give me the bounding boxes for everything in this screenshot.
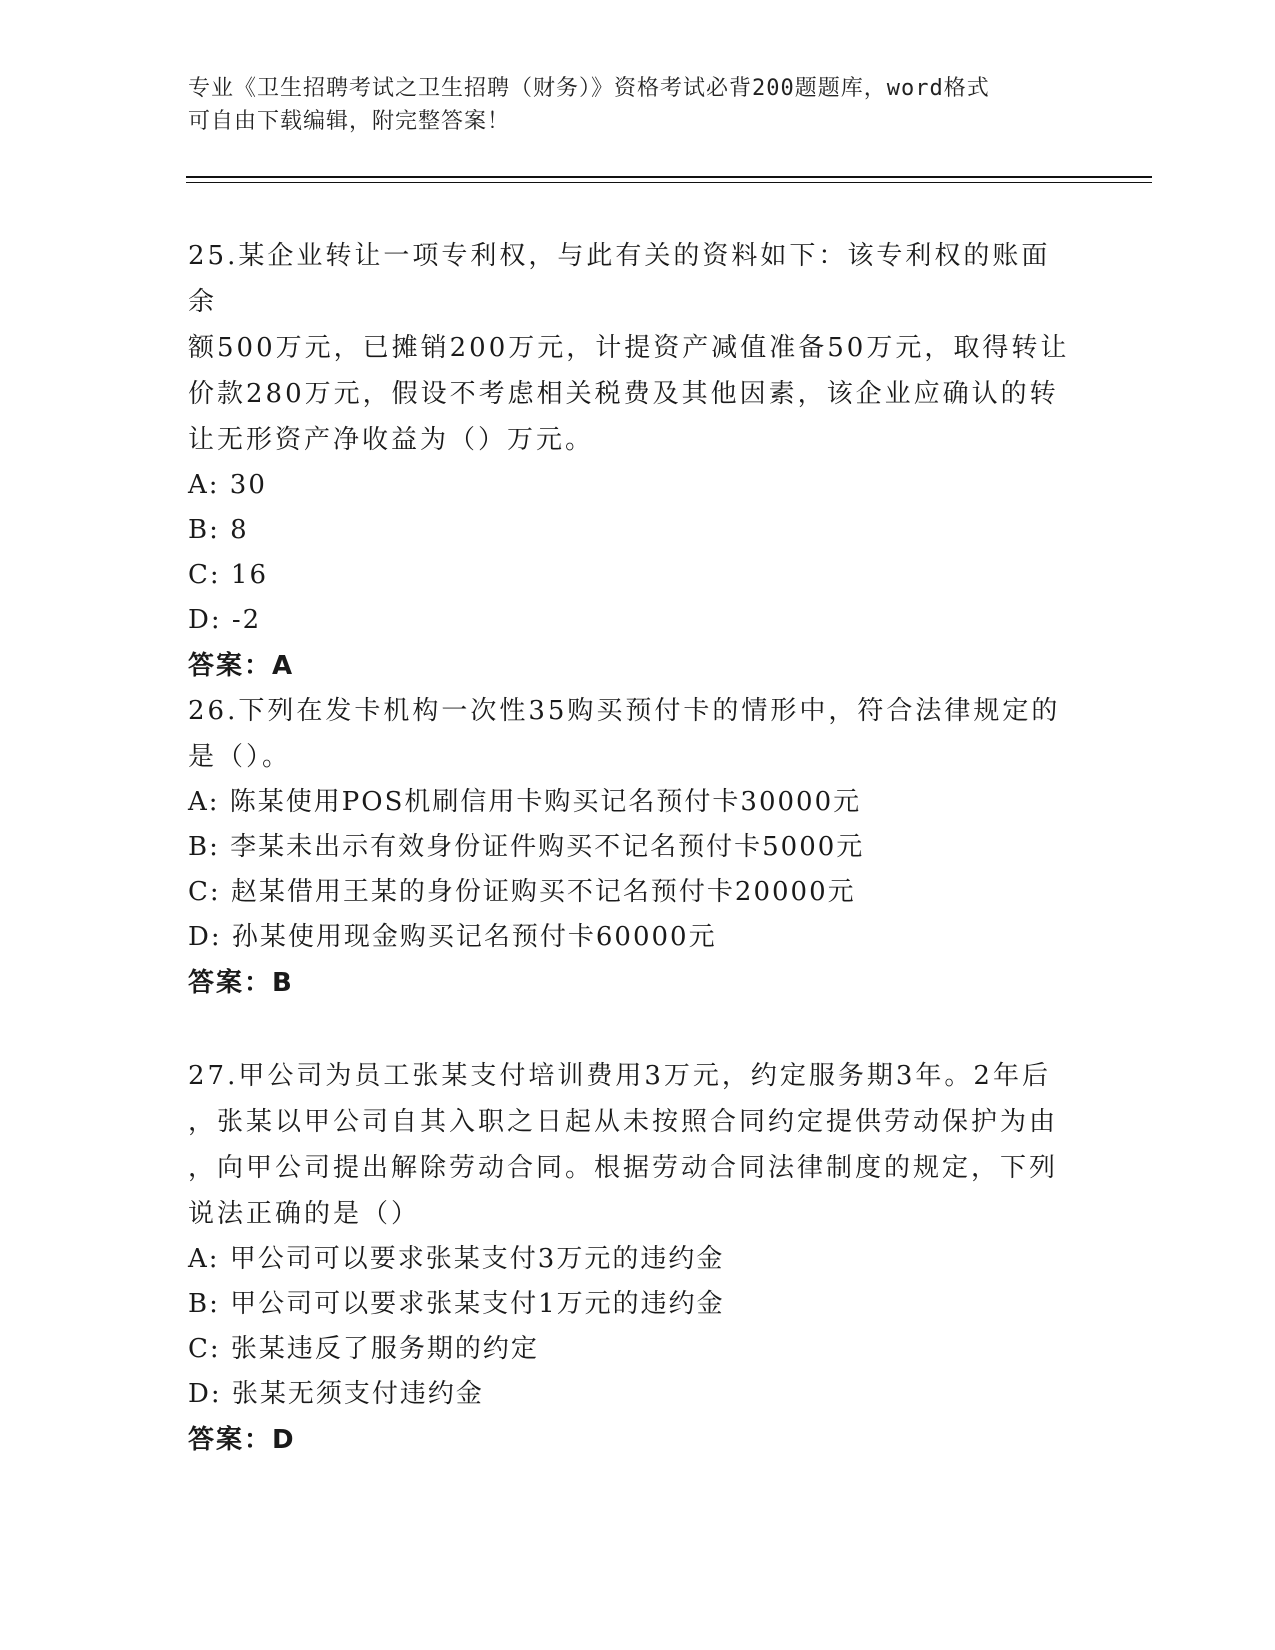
question-stem-line: 说法正确的是（） [188, 1199, 421, 1229]
option-d: D: 孙某使用现金购买记名预付卡60000元 [188, 922, 717, 952]
question-27 [188, 1053, 1078, 1463]
option-b: B: 李某未出示有效身份证件购买不记名预付卡5000元 [188, 832, 865, 862]
document-header [188, 72, 1068, 138]
option-b: B: 8 [188, 515, 249, 545]
answer-label: 答案：A [188, 651, 295, 681]
question-stem-line: ，向甲公司提出解除劳动合同。根据劳动合同法律制度的规定，下列 [188, 1153, 1059, 1183]
header-rule-thin [186, 182, 1152, 183]
option-a: A: 30 [188, 470, 267, 500]
question-stem-line: 额500万元，已摊销200万元，计提资产减值准备50万元，取得转让 [188, 333, 1070, 363]
option-c: C: 张某违反了服务期的约定 [188, 1334, 539, 1364]
option-c: C: 16 [188, 560, 269, 590]
question-stem-line: 是（）。 [188, 742, 292, 772]
question-stem-line: 26.下列在发卡机构一次性35购买预付卡的情形中，符合法律规定的 [188, 696, 1061, 726]
option-a: A: 陈某使用POS机刷信用卡购买记名预付卡30000元 [188, 787, 862, 817]
option-a: A: 甲公司可以要求张某支付3万元的违约金 [188, 1244, 725, 1274]
question-25 [188, 233, 1078, 689]
question-stem-line: 让无形资产净收益为（）万元。 [188, 425, 595, 455]
answer-label: 答案：B [188, 968, 294, 998]
option-b: B: 甲公司可以要求张某支付1万元的违约金 [188, 1289, 725, 1319]
option-c: C: 赵某借用王某的身份证购买不记名预付卡20000元 [188, 877, 856, 907]
question-stem-line: ，张某以甲公司自其入职之日起从未按照合同约定提供劳动保护为由 [188, 1107, 1059, 1137]
answer-label: 答案：D [188, 1425, 296, 1455]
option-d: D: -2 [188, 605, 262, 635]
option-d: D: 张某无须支付违约金 [188, 1379, 484, 1409]
question-26 [188, 688, 1078, 1006]
header-rule-thick [186, 176, 1152, 178]
question-stem-line: 价款280万元，假设不考虑相关税费及其他因素，该企业应确认的转 [188, 379, 1059, 409]
question-stem-line: 27.甲公司为员工张某支付培训费用3万元，约定服务期3年。2年后 [188, 1061, 1051, 1091]
question-stem-line: 25.某企业转让一项专利权，与此有关的资料如下：该专利权的账面余 [188, 241, 1051, 317]
header-line-2: 可自由下载编辑，附完整答案！ [188, 109, 511, 134]
header-line-1: 专业《卫生招聘考试之卫生招聘（财务）》资格考试必背200题题库，word格式 [188, 76, 990, 101]
